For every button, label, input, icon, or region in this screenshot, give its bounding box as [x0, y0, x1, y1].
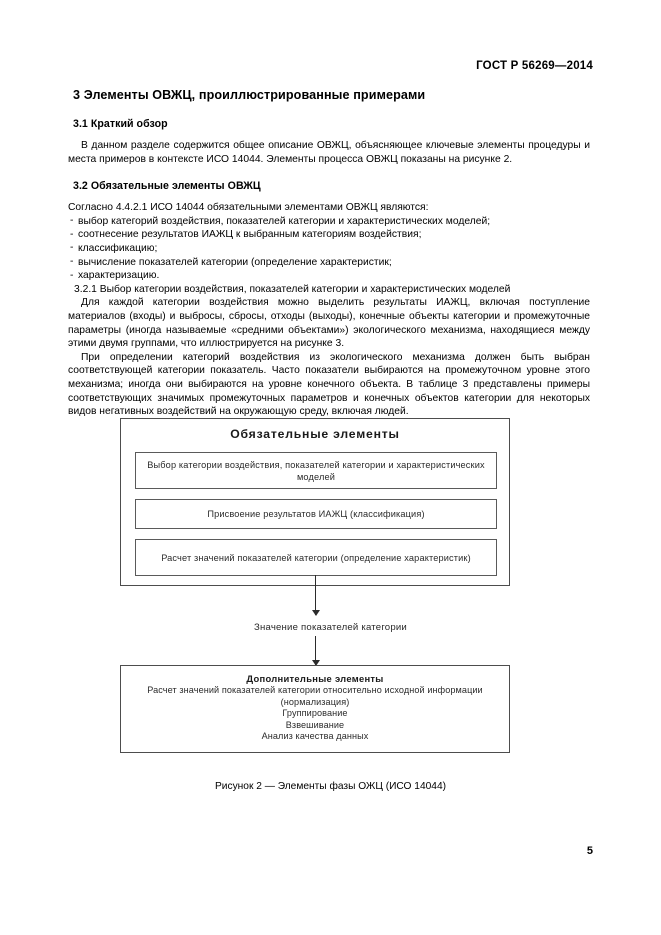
connector-line-upper [315, 575, 316, 615]
optional-item: Анализ качества данных [261, 731, 369, 742]
paragraph-impact-categories: Для каждой категории воздействия можно выделить результаты ИАЖЦ, включая поступление материалов (входы) и выбросы, сбросы, отходы (выходы), конечные объекты категории и промежуточные параметры (иногда называемые «средними объектами») экологического механизма, находящиеся между этими двумя группами, что иллюстрируется на рисунке 3. [68, 297, 590, 350]
mandatory-step-2: Присвоение результатов ИАЖЦ (классификация) [135, 499, 497, 529]
figure-caption: Рисунок 2 — Элементы фазы ОЖЦ (ИСО 14044) [214, 781, 447, 792]
arrow-head-upper-icon [312, 610, 320, 616]
optional-elements-title: Дополнительные элементы [246, 673, 384, 684]
list-item: - соотнесение результатов ИАЖЦ к выбранным категориям воздействия; [68, 228, 590, 242]
list-item: - выбор категорий воздействия, показателей категории и характеристических моделей; [68, 215, 590, 229]
mandatory-step-1: Выбор категории воздействия, показателей категории и характеристических моделей [135, 452, 497, 489]
optional-item: Группирование [282, 708, 348, 719]
intermediate-result-label: Значение показателей категории [254, 622, 407, 633]
paragraph-overview: В данном разделе содержится общее описание ОВЖЦ, объясняющее ключевые элементы процедуры и места примеров в контексте ИСО 14044. Элементы процесса ОВЖЦ показаны на рисунке 2. [68, 140, 590, 165]
mandatory-elements-lead: Согласно 4.4.2.1 ИСО 14044 обязательными элементами ОВЖЦ являются: [68, 202, 429, 214]
list-item: - вычисление показателей категории (определение характеристик; [68, 256, 590, 270]
optional-elements-box [120, 665, 510, 753]
paragraph-indicator-selection: При определении категорий воздействия из экологического механизма должен быть выбран соответствующей категории показатель. Часто показатели выбираются на промежуточном уровне этого механизма; иногда они выбираются на уровне конечного объекта. В таблице 3 представлены примеры соответствующих значимых промежуточных параметров и конечных объектов категории для некоторых видов негативных воздействий на окружающую среду, включая людей. [68, 351, 590, 418]
list-item: - классификацию; [68, 242, 590, 256]
clause-heading-3-2-1: 3.2.1 Выбор категории воздействия, показателей категории и характеристических моделей [74, 283, 511, 295]
document-header: ГОСТ Р 56269—2014 [476, 60, 593, 72]
text-column [68, 88, 590, 419]
subsection-heading-3-2: 3.2 Обязательные элементы ОВЖЦ [73, 180, 261, 193]
optional-item: Взвешивание [285, 719, 345, 730]
optional-item: (нормализация) [280, 696, 350, 707]
page-title: 3 Элементы ОВЖЦ, проиллюстрированные примерами [73, 88, 426, 102]
mandatory-elements-box [120, 418, 510, 586]
page-number: 5 [586, 845, 593, 857]
optional-item: Расчет значений показателей категории относительно исходной информации [147, 685, 483, 695]
mandatory-elements-list [68, 215, 590, 283]
mandatory-elements-title: Обязательные элементы [230, 427, 400, 441]
list-item: - характеризацию. [68, 269, 590, 283]
mandatory-step-3: Расчет значений показателей категории (определение характеристик) [135, 539, 497, 576]
subsection-heading-3-1: 3.1 Краткий обзор [73, 118, 168, 130]
